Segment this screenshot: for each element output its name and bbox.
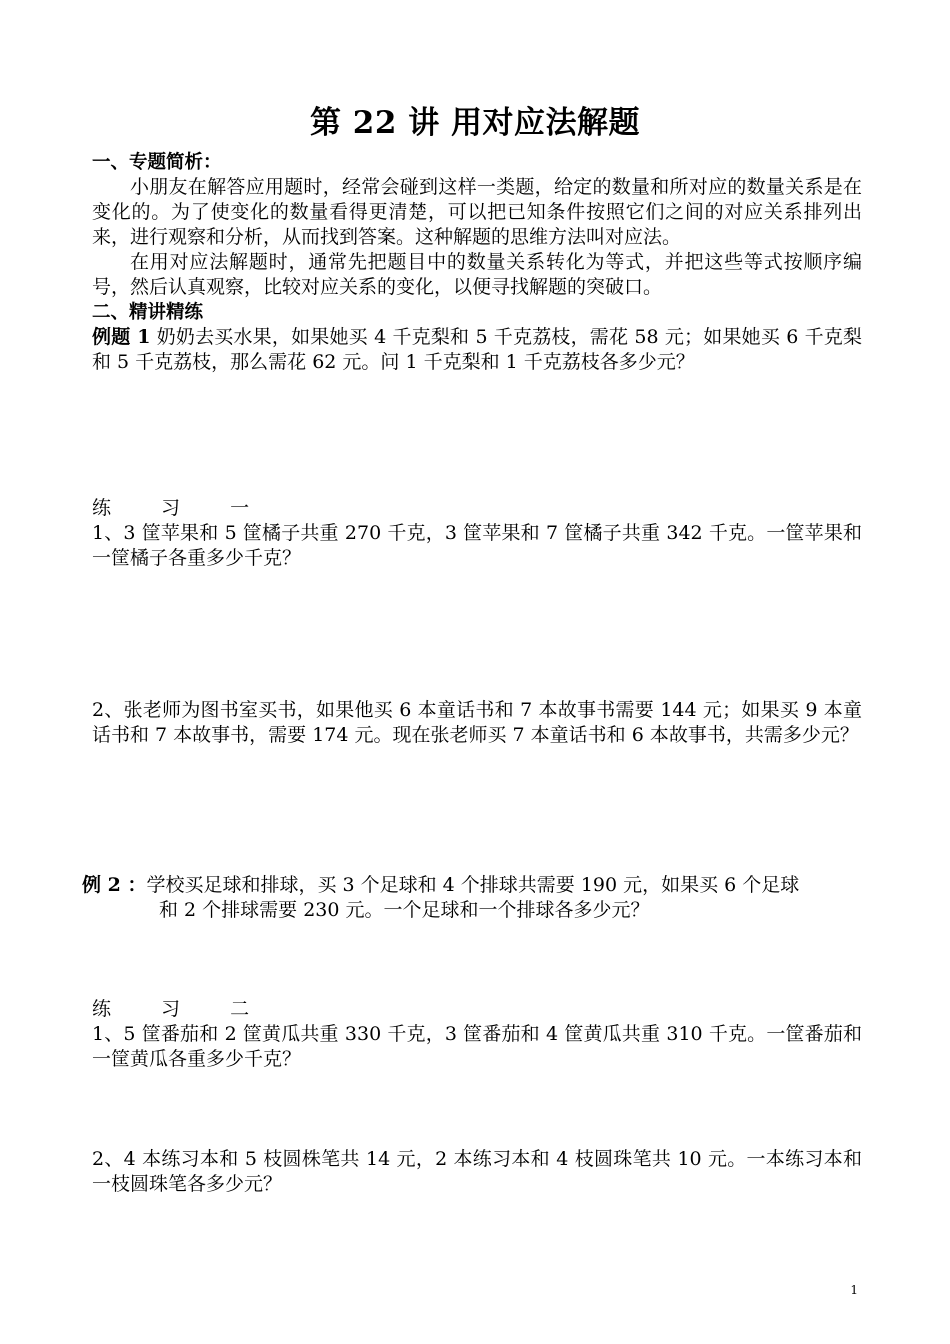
practice-2-question-1: 1、5 筐番茄和 2 筐黄瓜共重 330 千克，3 筐番茄和 4 筐黄瓜共重 310 千克。一筐番茄和一筐黄瓜各重多少千克？ <box>92 1023 862 1070</box>
practice-1-q2-block <box>92 698 862 748</box>
practice-2-title: 练 习 二 <box>92 998 272 1020</box>
practice-1-question-1: 1、3 筐苹果和 5 筐橘子共重 270 千克，3 筐苹果和 7 筐橘子共重 342 千克。一筐苹果和一筐橘子各重多少千克？ <box>92 522 862 569</box>
intro-paragraph-2: 在用对应法解题时，通常先把题目中的数量关系转化为等式，并把这些等式按顺序编号，然后认真观察，比较对应关系的变化，以便寻找解题的突破口。 <box>92 251 862 298</box>
page-number: 1 <box>850 1283 858 1297</box>
section-intro <box>92 150 862 375</box>
example-1-label: 例题 1 <box>92 326 151 348</box>
practice-2 <box>92 997 862 1072</box>
example-1 <box>92 325 862 375</box>
practice-1-question-2: 2、张老师为图书室买书，如果他买 6 本童话书和 7 本故事书需要 144 元；如果买 9 本童话书和 7 本故事书，需要 174 元。现在张老师买 7 本童话书和 6 本故事书，共需多少元？ <box>92 699 862 746</box>
example-1-text: 奶奶去买水果，如果她买 4 千克梨和 5 千克荔枝，需花 58 元；如果她买 6 千克梨和 5 千克荔枝，那么需花 62 元。问 1 千克梨和 1 千克荔枝各多少元？ <box>92 326 862 373</box>
section-heading-practice: 二、精讲精练 <box>92 302 204 323</box>
practice-1 <box>92 496 862 571</box>
example-2-label: 例 2 ： <box>82 874 147 896</box>
example-2 <box>82 873 862 923</box>
practice-2-q2-block <box>92 1147 862 1197</box>
intro-paragraph-1: 小朋友在解答应用题时，经常会碰到这样一类题，给定的数量和所对应的数量关系是在变化的。为了使变化的数量看得更清楚，可以把已知条件按照它们之间的对应关系排列出来，进行观察和分析，从而找到答案。这种解题的思维方法叫对应法。 <box>92 176 862 248</box>
example-2-line-2: 和 2 个排球需要 230 元。一个足球和一个排球各多少元？ <box>159 899 650 921</box>
page-title: 第 22 讲 用对应法解题 <box>309 105 641 141</box>
practice-1-title: 练 习 一 <box>92 497 272 519</box>
section-heading-analysis: 一、专题简析： <box>92 152 222 173</box>
practice-2-question-2: 2、4 本练习本和 5 枝圆株笔共 14 元，2 本练习本和 4 枝圆珠笔共 10 元。一本练习本和一枝圆珠笔各多少元？ <box>92 1148 862 1195</box>
example-2-line-1: 例 2 ：学校买足球和排球，买 3 个足球和 4 个排球共需要 190 元，如果买 6 个足球 <box>82 874 800 896</box>
